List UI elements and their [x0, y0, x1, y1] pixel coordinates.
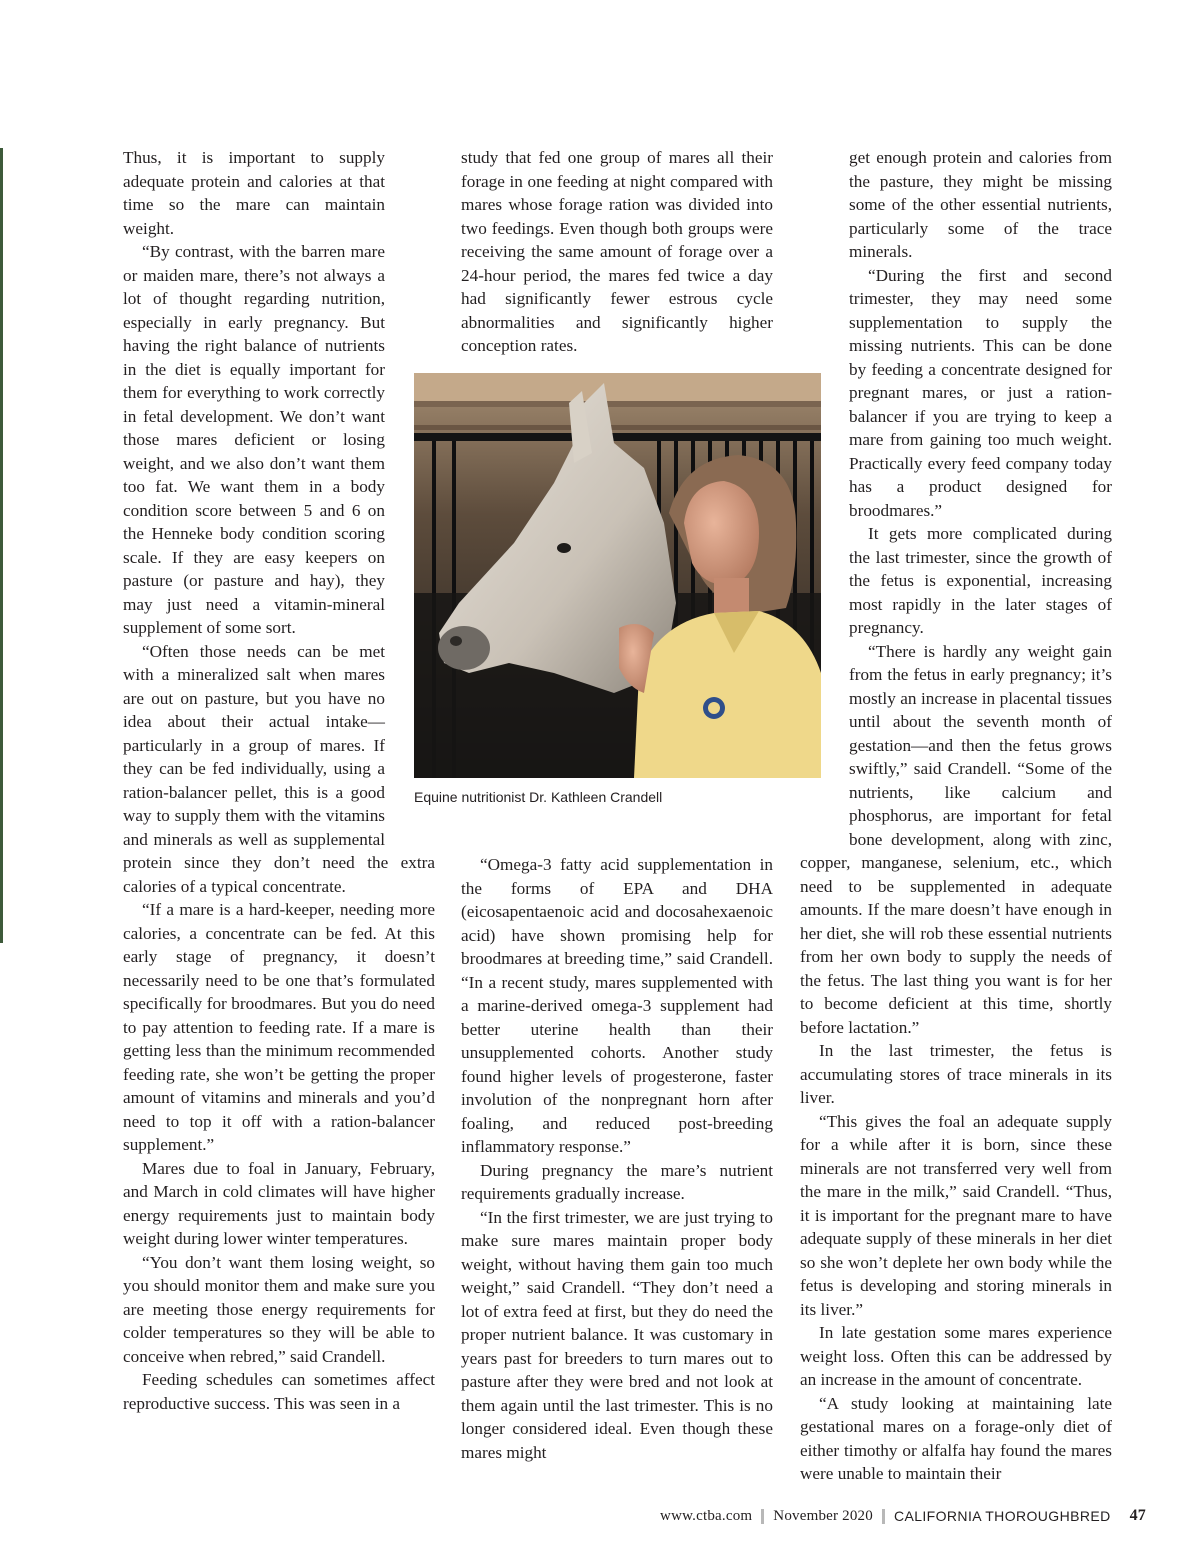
- paragraph: get enough protein and calories from the pasture, they might be missing some of the other essential nutrients, particularly some of the trace minerals.: [849, 148, 1112, 261]
- paragraph: “By contrast, with the barren mare or maiden mare, there’s not always a lot of thought regarding nutrition, especially in early pregnancy. But having the right balance of nutrients in the diet is equally important for them for everything to work correctly in fetal development. We don’t want those mares deficient or losing weight, and we also don’t want them too fat. We want them in a body condition score between 5 and 6 on the Henneke body condition scoring scale. If they are easy keepers on pasture (or pasture and hay), they may just need a vitamin-mineral supplement of some sort.: [123, 242, 385, 637]
- paragraph: “A study looking at maintaining late gestational mares on a forage-only diet of either timothy or alfalfa hay found the mares were unable to maintain their: [800, 1393, 1112, 1483]
- paragraph: During pregnancy the mare’s nutrient requirements gradually increase.: [461, 1160, 773, 1203]
- paragraph: “Omega-3 fatty acid supplementation in the forms of EPA and DHA (eicosapentaenoic acid and docosahexaenoic acid) have shown promising help for broodmares at breeding time,” said Crandell. “In a recent study, mares supplemented with a marine-derived omega-3 supplement had better uterine health than their unsupplemented cohorts. Another study found higher levels of progesterone, faster involution of the nonpregnant horn after foaling, and reduced post-breeding inflammatory response.”: [461, 855, 773, 1156]
- footer-separator: [882, 1509, 885, 1524]
- page-edge-bar: [0, 148, 3, 943]
- paragraph: Feeding schedules can sometimes affect reproductive success. This was seen in a: [123, 1370, 435, 1413]
- paragraph: In the last trimester, the fetus is accumulating stores of trace minerals in its liver.: [800, 1041, 1112, 1107]
- paragraph: Mares due to foal in January, February, and March in cold climates will have higher energy requirements just to maintain body weight during lower winter temperatures.: [123, 1158, 435, 1248]
- paragraph: “If a mare is a hard-keeper, needing more calories, a concentrate can be fed. At this early stage of pregnancy, it doesn’t necessarily need to be one that’s formulated specifically for broodmares. But you do need to pay attention to feeding rate. If a mare is getting less than the minimum recommended feeding rate, she won’t be getting the proper amount of vitamins and minerals and you’d need to top it off with a ration-balancer supplement.”: [123, 900, 435, 1154]
- paragraph: “Often those needs can be met with a mineralized salt when mares are out on pasture, but you have no idea about their actual intake—particularly in a group of mares. If they can be fed individually, using a ration-balancer pellet, this is a good way to supply them with the vitamins and minerals as well as supplemental protein since they don’t need the extra calories of a typical concentrate.: [123, 641, 435, 896]
- article-column-2-continued: [461, 853, 773, 1464]
- paragraph: It gets more complicated during the last trimester, since the growth of the fetus is exponential, increasing most rapidly in the later stages of pregnancy.: [849, 524, 1112, 637]
- footer-separator: [761, 1509, 764, 1524]
- photo-caption: Equine nutritionist Dr. Kathleen Crandell: [414, 789, 663, 805]
- article-column-2: [461, 146, 773, 358]
- article-column-3: [800, 146, 1112, 1486]
- article-column-1: [123, 146, 435, 1415]
- paragraph: “In the first trimester, we are just trying to make sure mares maintain proper body weight, without having them gain too much weight,” said Crandell. “They don’t need a lot of extra feed at first, but they do need the proper nutrient balance. It was customary in years past for breeders to turn mares out to pasture after they were bred and not look at them again until the last trimester. This is no longer considered ideal. Even though these mares might: [461, 1207, 773, 1462]
- page-number: 47: [1129, 1507, 1146, 1524]
- paragraph: “There is hardly any weight gain from the fetus in early pregnancy; it’s mostly an increase in placental tissues until about the seventh month of gestation—and then the fetus grows swiftly,” said Crandell. “Some of the nutrients, like calcium and phosphorus, are important for fetal bone development, along with zinc, copper, manganese, selenium, etc., which need to be supplemented in adequate amounts. If the mare doesn’t have enough in her diet, she will rob these essential nutrients from her own body to supply the needs of the fetus. The last thing you want is for her to become deficient at this time, shortly before lactation.”: [800, 641, 1112, 1037]
- paragraph: “You don’t want them losing weight, so you should monitor them and make sure you are meeting those energy requirements for colder temperatures so they will be able to conceive when rebred,” said Crandell.: [123, 1252, 435, 1366]
- footer-publication: CALIFORNIA THOROUGHBRED: [893, 1508, 1111, 1524]
- footer-url[interactable]: www.ctba.com: [660, 1507, 753, 1524]
- paragraph: In late gestation some mares experience weight loss. Often this can be addressed by an increase in the amount of concentrate.: [800, 1323, 1112, 1389]
- page-footer: [660, 1507, 1146, 1525]
- paragraph: “During the first and second trimester, they may need some supplementation to supply the missing nutrients. This can be done by feeding a concentrate designed for pregnant mares, or just a ration-balancer if you are trying to keep a mare from gaining too much weight. Practically every feed company today has a product designed for broodmares.”: [849, 265, 1112, 520]
- footer-date: November 2020: [773, 1507, 873, 1524]
- article-photo: [414, 373, 821, 778]
- paragraph: “This gives the foal an adequate supply for a while after it is born, since these minerals are not transferred very well from the mare in the milk,” said Crandell. “Thus, it is important for the pregnant mare to have adequate supply of these minerals in her diet so she won’t deplete her own body while the fetus is developing and storing minerals in its liver.”: [800, 1111, 1112, 1319]
- horse-and-woman-photo: [414, 373, 821, 778]
- paragraph: Thus, it is important to supply adequate protein and calories at that time so the mare can maintain weight.: [123, 148, 385, 238]
- paragraph: study that fed one group of mares all their forage in one feeding at night compared with mares whose forage ration was divided into two feedings. Even though both groups were receiving the same amount of forage over a 24-hour period, the mares fed twice a day had significantly fewer estrous cycle abnormalities and significantly higher conception rates.: [461, 148, 773, 355]
